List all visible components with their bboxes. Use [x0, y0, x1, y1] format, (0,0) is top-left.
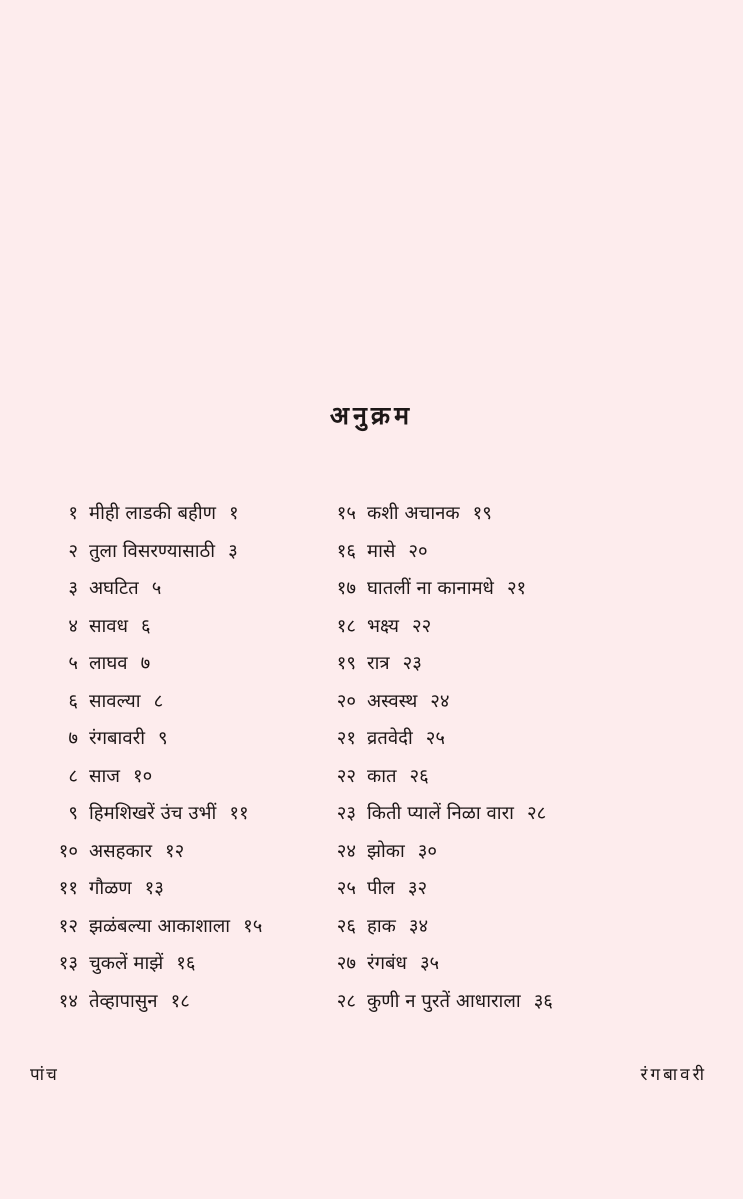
item-page-number: १८	[170, 990, 190, 1012]
item-number: १४	[58, 990, 78, 1012]
item-number: १०	[58, 840, 78, 862]
list-item[interactable]	[320, 575, 710, 613]
item-page-number: १३	[144, 878, 164, 899]
list-item[interactable]	[320, 950, 710, 988]
item-page-number: २६	[409, 765, 429, 787]
item-title: मीही लाडकी बहीण	[89, 503, 217, 524]
contents-columns	[0, 500, 743, 1025]
item-number: २४	[336, 840, 356, 862]
item-title: कशी अचानक	[367, 503, 460, 524]
item-page-number: २५	[425, 728, 445, 749]
item-title: मासे	[367, 540, 396, 562]
footer-book-title: रंगबावरी	[640, 1065, 707, 1085]
item-title: झळंबल्या आकाशाला	[89, 915, 231, 937]
list-item[interactable]	[42, 913, 310, 951]
item-page-number: ३५	[419, 953, 440, 974]
item-page-number: १९	[472, 503, 492, 524]
item-number: २०	[336, 690, 356, 712]
contents-column-left	[0, 500, 310, 1025]
item-title: हाक	[367, 915, 396, 937]
item-title: साज	[89, 765, 121, 787]
item-title: असहकार	[89, 840, 153, 862]
item-page-number: २३	[402, 653, 422, 674]
item-number: २१	[336, 728, 356, 749]
item-number: २८	[336, 990, 356, 1012]
item-page-number: २४	[430, 690, 450, 712]
item-number: २	[68, 540, 78, 562]
item-number: २६	[336, 915, 356, 937]
footer-page-label: पांच	[30, 1065, 59, 1085]
list-item[interactable]	[42, 688, 310, 726]
item-title: रंगबंध	[367, 953, 407, 974]
item-page-number: १	[229, 503, 239, 524]
item-page-number: १०	[133, 765, 153, 787]
item-title: रात्र	[367, 653, 390, 674]
item-page-number: ३२	[407, 878, 428, 899]
list-item[interactable]	[320, 763, 710, 801]
item-title: गौळण	[89, 878, 132, 899]
item-page-number: ११	[229, 803, 249, 824]
list-item[interactable]	[320, 838, 710, 876]
item-number: ५	[68, 653, 78, 674]
item-title: कुणी न पुरतें आधाराला	[367, 990, 521, 1012]
item-title: कात	[367, 765, 397, 787]
item-number: ४	[68, 615, 78, 637]
list-item[interactable]	[42, 650, 310, 688]
item-number: २७	[336, 953, 356, 974]
item-number: ७	[68, 728, 78, 749]
item-title: अस्वस्थ	[367, 690, 418, 712]
item-title: अघटित	[89, 578, 139, 599]
item-title: व्रतवेदी	[367, 728, 413, 749]
list-item[interactable]	[320, 613, 710, 651]
list-item[interactable]	[42, 763, 310, 801]
item-title: किती प्यालें निळा वारा	[367, 803, 514, 824]
item-title: भक्ष्य	[367, 615, 399, 637]
item-page-number: ७	[140, 653, 151, 674]
item-title: चुकलें माझें	[89, 953, 164, 974]
list-item[interactable]	[320, 725, 710, 763]
item-title: तेव्हापासुन	[89, 990, 158, 1012]
list-item[interactable]	[320, 800, 710, 838]
list-item[interactable]	[42, 725, 310, 763]
item-number: १५	[336, 503, 356, 524]
item-title: पील	[367, 878, 395, 899]
list-item[interactable]	[320, 913, 710, 951]
item-page-number: १२	[165, 840, 185, 862]
list-item[interactable]	[320, 875, 710, 913]
item-number: ११	[58, 878, 78, 899]
item-number: ६	[68, 690, 78, 712]
item-page-number: ६	[140, 615, 151, 637]
list-item[interactable]	[320, 500, 710, 538]
item-title: घातलीं ना कानामधे	[367, 578, 494, 599]
list-item[interactable]	[320, 650, 710, 688]
item-number: २२	[336, 765, 356, 787]
item-number: ३	[68, 578, 78, 599]
item-number: १३	[58, 953, 78, 974]
list-item[interactable]	[42, 538, 310, 576]
item-number: २३	[336, 803, 356, 824]
item-number: ८	[68, 765, 78, 787]
item-number: ९	[68, 803, 78, 824]
item-number: १९	[336, 653, 356, 674]
list-item[interactable]	[42, 800, 310, 838]
item-number: १	[68, 503, 78, 524]
item-page-number: ३०	[417, 840, 438, 862]
list-item[interactable]	[42, 575, 310, 613]
item-page-number: ३	[228, 540, 238, 562]
item-title: झोका	[367, 840, 405, 862]
item-page-number: ८	[153, 690, 164, 712]
item-title: सावल्या	[89, 690, 141, 712]
item-title: लाघव	[89, 653, 128, 674]
item-title: तुला विसरण्यासाठी	[89, 540, 216, 562]
item-page-number: २१	[506, 578, 527, 599]
item-page-number: ५	[151, 578, 162, 599]
list-item[interactable]	[42, 875, 310, 913]
item-page-number: १६	[176, 953, 196, 974]
item-title: रंगबावरी	[89, 728, 145, 749]
item-page-number: १५	[243, 915, 263, 937]
item-number: २५	[336, 878, 356, 899]
item-title: हिमशिखरें उंच उभीं	[89, 803, 217, 824]
list-item[interactable]	[320, 988, 710, 1026]
list-item[interactable]	[42, 613, 310, 651]
contents-column-right	[310, 500, 710, 1025]
item-page-number: ३६	[533, 990, 553, 1012]
item-number: १८	[336, 615, 356, 637]
list-item[interactable]	[42, 500, 310, 538]
list-item[interactable]	[42, 950, 310, 988]
item-page-number: ३४	[408, 915, 429, 937]
list-item[interactable]	[320, 538, 710, 576]
item-page-number: २०	[408, 540, 428, 562]
item-number: १७	[336, 578, 356, 599]
item-number: १६	[336, 540, 356, 562]
item-title: सावध	[89, 615, 128, 637]
page-title: अनुक्रम	[329, 401, 414, 430]
item-page-number: २८	[526, 803, 547, 824]
item-page-number: ९	[157, 728, 168, 749]
list-item[interactable]	[42, 838, 310, 876]
item-number: १२	[58, 915, 78, 937]
item-page-number: २२	[411, 615, 432, 637]
list-item[interactable]	[42, 988, 310, 1026]
list-item[interactable]	[320, 688, 710, 726]
